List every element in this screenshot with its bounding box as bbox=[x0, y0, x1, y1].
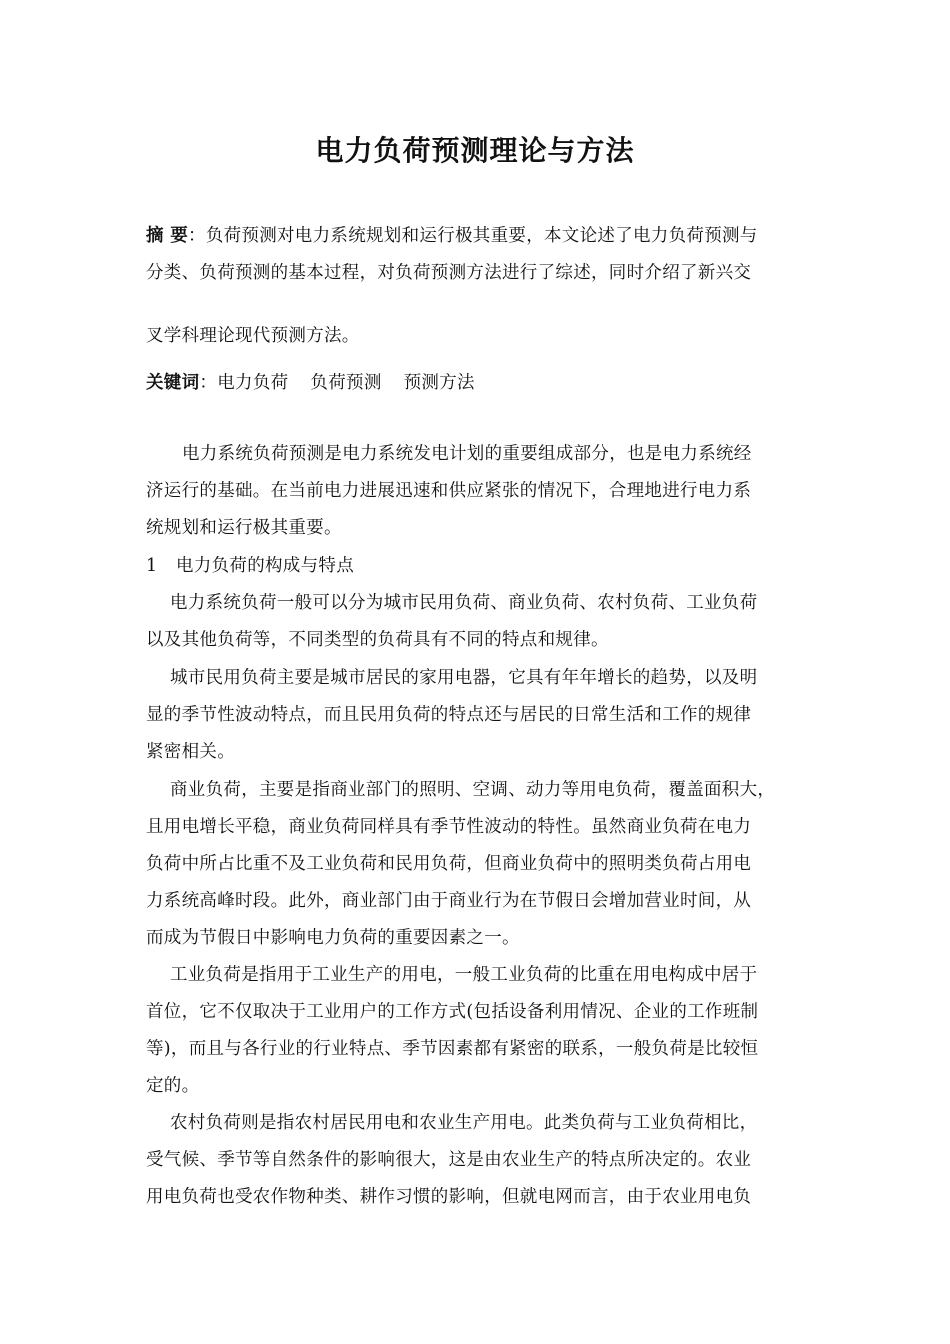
paragraph-line: 且用电增长平稳，商业负荷同样具有季节性波动的特性。虽然商业负荷在电力 bbox=[146, 817, 752, 837]
paragraph-line: 电力系统负荷一般可以分为城市民用负荷、商业负荷、农村负荷、工业负荷 bbox=[170, 593, 758, 613]
abstract-continued bbox=[146, 318, 816, 355]
intro-paragraph bbox=[146, 436, 816, 547]
paragraph-line: 力系统高峰时段。此外，商业部门由于商业行为在节假日会增加营业时间，从 bbox=[146, 891, 752, 911]
abstract-line-2: 分类、负荷预测的基本过程，对负荷预测方法进行了综述，同时介绍了新兴交 bbox=[146, 263, 752, 283]
document-title: 电力负荷预测理论与方法 bbox=[315, 134, 635, 167]
paragraph-line: 显的季节性波动特点，而且民用负荷的特点还与居民的日常生活和工作的规律 bbox=[146, 705, 752, 725]
paragraph-line: 而成为节假日中影响电力负荷的重要因素之一。 bbox=[146, 928, 520, 948]
section-number: 1 bbox=[146, 556, 158, 576]
section-title: 电力负荷的构成与特点 bbox=[176, 556, 354, 576]
paragraph-line: 工业负荷是指用于工业生产的用电，一般工业负荷的比重在用电构成中居于 bbox=[170, 965, 758, 985]
section-heading-line bbox=[146, 548, 816, 585]
keywords-colon: ： bbox=[199, 373, 218, 393]
body-paragraph bbox=[146, 660, 816, 771]
keywords-line bbox=[146, 365, 816, 402]
body-paragraph bbox=[146, 585, 816, 659]
abstract-text-1: 负荷预测对电力系统规划和运行极其重要，本文论述了电力负荷预测与 bbox=[205, 226, 758, 246]
paragraph-line: 首位，它不仅取决于工业用户的工作方式(包括设备利用情况、企业的工作班制 bbox=[146, 1002, 759, 1022]
paragraph-line: 以及其他负荷等，不同类型的负荷具有不同的特点和规律。 bbox=[146, 630, 609, 650]
paragraph-line: 农村负荷则是指农村居民用电和农业生产用电。此类负荷与工业负荷相比， bbox=[170, 1113, 758, 1133]
paragraph-line: 紧密相关。 bbox=[146, 742, 235, 762]
keywords bbox=[146, 365, 816, 402]
keyword-item: 负荷预测 bbox=[310, 373, 382, 393]
abstract-colon: ： bbox=[188, 226, 206, 246]
body-paragraph bbox=[146, 957, 816, 1105]
paragraph-line: 受气候、季节等自然条件的影响很大，这是由农业生产的特点所决定的。农业 bbox=[146, 1150, 752, 1170]
paragraph-line: 等)，而且与各行业的行业特点、季节因素都有紧密的联系，一般负荷是比较恒 bbox=[146, 1039, 759, 1059]
paragraph-line: 电力系统负荷预测是电力系统发电计划的重要组成部分，也是电力系统经 bbox=[182, 444, 752, 464]
paragraph-line: 用电负荷也受农作物种类、耕作习惯的影响，但就电网而言，由于农业用电负 bbox=[146, 1187, 752, 1207]
abstract-label: 摘 要 bbox=[146, 226, 188, 246]
keywords-label: 关键词 bbox=[146, 373, 200, 393]
paragraph-line: 定的。 bbox=[146, 1076, 200, 1096]
abstract-line-1 bbox=[146, 218, 816, 255]
body-paragraph bbox=[146, 1105, 816, 1216]
abstract bbox=[146, 218, 816, 292]
paragraph-line: 统规划和运行极其重要。 bbox=[146, 518, 342, 538]
paragraph-line: 商业负荷，主要是指商业部门的照明、空调、动力等用电负荷，覆盖面积大， bbox=[170, 780, 776, 800]
paragraph-line: 负荷中所占比重不及工业负荷和民用负荷，但商业负荷中的照明类负荷占用电 bbox=[146, 854, 752, 874]
keyword-item: 预测方法 bbox=[403, 373, 475, 393]
paragraph-line: 济运行的基础。在当前电力进展迅速和供应紧张的情况下，合理地进行电力系 bbox=[146, 481, 752, 501]
abstract-line-3: 叉学科理论现代预测方法。 bbox=[146, 326, 360, 346]
section-heading bbox=[146, 548, 816, 585]
keyword-item: 电力负荷 bbox=[217, 373, 289, 393]
paragraph-line: 城市民用负荷主要是城市居民的家用电器，它具有年年增长的趋势，以及明 bbox=[170, 668, 758, 688]
body-paragraph bbox=[146, 772, 816, 957]
